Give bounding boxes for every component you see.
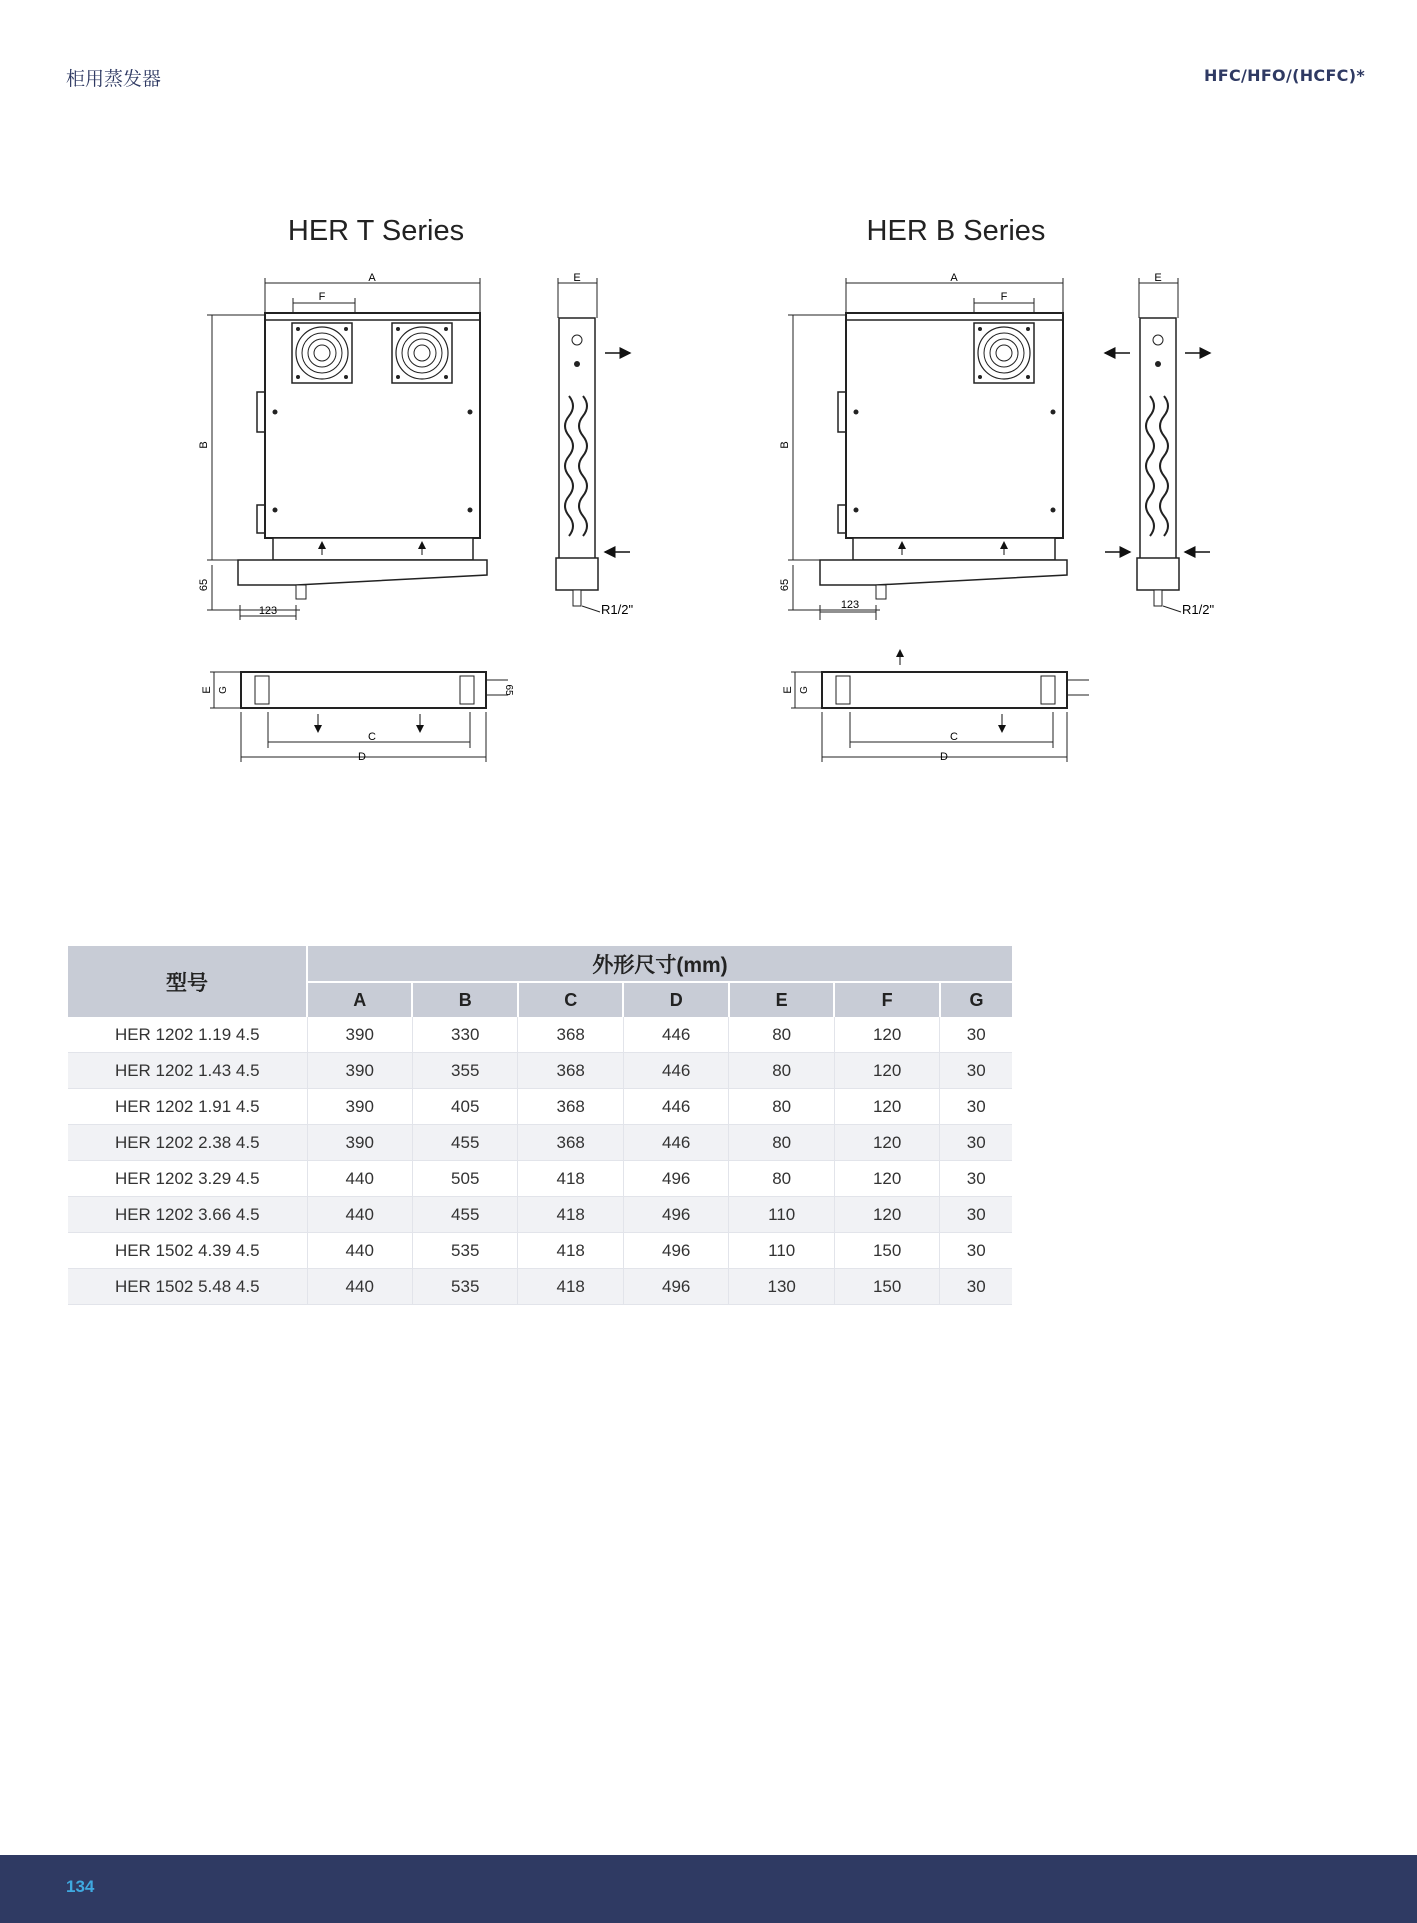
thread-label-right: R1/2": [1182, 602, 1215, 617]
left-series-title: HER T Series: [287, 215, 465, 247]
dimension-cell: 368: [518, 1125, 623, 1161]
dimension-cell: 30: [940, 1089, 1012, 1125]
dimension-cell: 496: [623, 1233, 728, 1269]
dimension-cell: 446: [623, 1017, 728, 1053]
dimension-cell: 390: [307, 1017, 412, 1053]
dimension-cell: 368: [518, 1089, 623, 1125]
col-header-a: A: [307, 982, 412, 1017]
table-row: [68, 1161, 1012, 1197]
dimension-cell: 418: [518, 1197, 623, 1233]
dimension-cell: 150: [834, 1269, 939, 1305]
model-cell: HER 1502 5.48 4.5: [68, 1269, 307, 1305]
dimension-cell: 440: [307, 1161, 412, 1197]
dimension-cell: 120: [834, 1197, 939, 1233]
dimension-cell: 120: [834, 1125, 939, 1161]
dimension-cell: 330: [412, 1017, 517, 1053]
dimension-cell: 368: [518, 1053, 623, 1089]
dimension-cell: 535: [412, 1233, 517, 1269]
dimension-cell: 368: [518, 1017, 623, 1053]
dimension-cell: 446: [623, 1089, 728, 1125]
dim-label-65: 65: [198, 578, 210, 592]
thread-label: R1/2": [601, 602, 634, 617]
dimension-cell: 30: [940, 1197, 1012, 1233]
dim-label-A-right: A: [950, 272, 958, 284]
dim-label-A: A: [368, 272, 376, 284]
dim-label-D-right: D: [940, 751, 948, 763]
header-refrigerants: HFC/HFO/(HCFC)*: [1204, 66, 1365, 85]
dimension-cell: 80: [729, 1053, 834, 1089]
dimensions-table: [68, 946, 1012, 1305]
dimension-cell: 440: [307, 1197, 412, 1233]
dimension-cell: 390: [307, 1125, 412, 1161]
dimension-cell: 390: [307, 1089, 412, 1125]
model-header: 型号: [68, 946, 307, 1017]
dimension-cell: 30: [940, 1161, 1012, 1197]
table-row: [68, 1197, 1012, 1233]
col-header-c: C: [518, 982, 623, 1017]
table-row: [68, 1233, 1012, 1269]
dimension-cell: 80: [729, 1125, 834, 1161]
dim-label-C-right: C: [950, 731, 958, 743]
dimension-cell: 80: [729, 1017, 834, 1053]
dim-label-E-top: E: [201, 686, 213, 694]
dimension-cell: 30: [940, 1125, 1012, 1161]
model-cell: HER 1202 3.29 4.5: [68, 1161, 307, 1197]
dim-label-E-right: E: [1154, 272, 1162, 284]
dim-label-123: 123: [258, 605, 278, 617]
dim-label-F: F: [318, 291, 326, 303]
dimension-drawings: [0, 0, 1417, 800]
dimension-cell: 418: [518, 1233, 623, 1269]
table-row: [68, 1053, 1012, 1089]
dimension-cell: 30: [940, 1053, 1012, 1089]
dimension-cell: 505: [412, 1161, 517, 1197]
page-number: 134: [66, 1877, 95, 1896]
dimension-cell: 496: [623, 1161, 728, 1197]
footer-bar: [0, 1855, 1417, 1923]
col-header-d: D: [623, 982, 728, 1017]
dimension-cell: 440: [307, 1233, 412, 1269]
model-cell: HER 1202 2.38 4.5: [68, 1125, 307, 1161]
dimension-cell: 120: [834, 1017, 939, 1053]
dimension-cell: 110: [729, 1197, 834, 1233]
dimensions-group-header: 外形尺寸(mm): [307, 946, 1012, 982]
col-header-b: B: [412, 982, 517, 1017]
dimension-cell: 30: [940, 1269, 1012, 1305]
dimension-cell: 120: [834, 1053, 939, 1089]
dimension-cell: 418: [518, 1161, 623, 1197]
dimension-cell: 496: [623, 1269, 728, 1305]
model-cell: HER 1202 3.66 4.5: [68, 1197, 307, 1233]
dim-label-G-right: G: [799, 686, 810, 694]
table-row: [68, 1017, 1012, 1053]
dim-label-123-right: 123: [840, 599, 860, 611]
dimension-cell: 120: [834, 1089, 939, 1125]
dim-label-C: C: [368, 731, 376, 743]
model-cell: HER 1202 1.91 4.5: [68, 1089, 307, 1125]
dimension-cell: 30: [940, 1233, 1012, 1269]
dimension-cell: 30: [940, 1017, 1012, 1053]
dim-label-65-right: 65: [779, 578, 791, 592]
model-cell: HER 1202 1.43 4.5: [68, 1053, 307, 1089]
dimension-cell: 80: [729, 1089, 834, 1125]
dimension-cell: 446: [623, 1053, 728, 1089]
col-header-f: F: [834, 982, 939, 1017]
dim-label-9: 65: [503, 684, 514, 696]
dim-label-E-top-right: E: [782, 686, 794, 694]
dim-label-B-right: B: [779, 441, 791, 449]
dim-label-D: D: [358, 751, 366, 763]
col-header-e: E: [729, 982, 834, 1017]
dimension-cell: 390: [307, 1053, 412, 1089]
model-cell: HER 1502 4.39 4.5: [68, 1233, 307, 1269]
dim-label-E: E: [573, 272, 581, 284]
header-category: 柜用蒸发器: [66, 68, 162, 90]
dimension-cell: 535: [412, 1269, 517, 1305]
dimension-cell: 405: [412, 1089, 517, 1125]
dim-label-F-right: F: [1000, 291, 1008, 303]
dim-label-B: B: [198, 441, 210, 449]
dim-label-G: G: [218, 686, 229, 694]
dimension-cell: 120: [834, 1161, 939, 1197]
dimension-cell: 418: [518, 1269, 623, 1305]
table-row: [68, 1269, 1012, 1305]
dimension-cell: 455: [412, 1125, 517, 1161]
dimension-cell: 496: [623, 1197, 728, 1233]
dimension-cell: 455: [412, 1197, 517, 1233]
dimension-cell: 440: [307, 1269, 412, 1305]
right-series-title: HER B Series: [866, 215, 1046, 247]
model-cell: HER 1202 1.19 4.5: [68, 1017, 307, 1053]
col-header-g: G: [940, 982, 1012, 1017]
dimension-cell: 150: [834, 1233, 939, 1269]
dimension-cell: 110: [729, 1233, 834, 1269]
dimension-cell: 355: [412, 1053, 517, 1089]
dimension-cell: 130: [729, 1269, 834, 1305]
table-row: [68, 1089, 1012, 1125]
dimension-cell: 80: [729, 1161, 834, 1197]
dimension-cell: 446: [623, 1125, 728, 1161]
table-row: [68, 1125, 1012, 1161]
